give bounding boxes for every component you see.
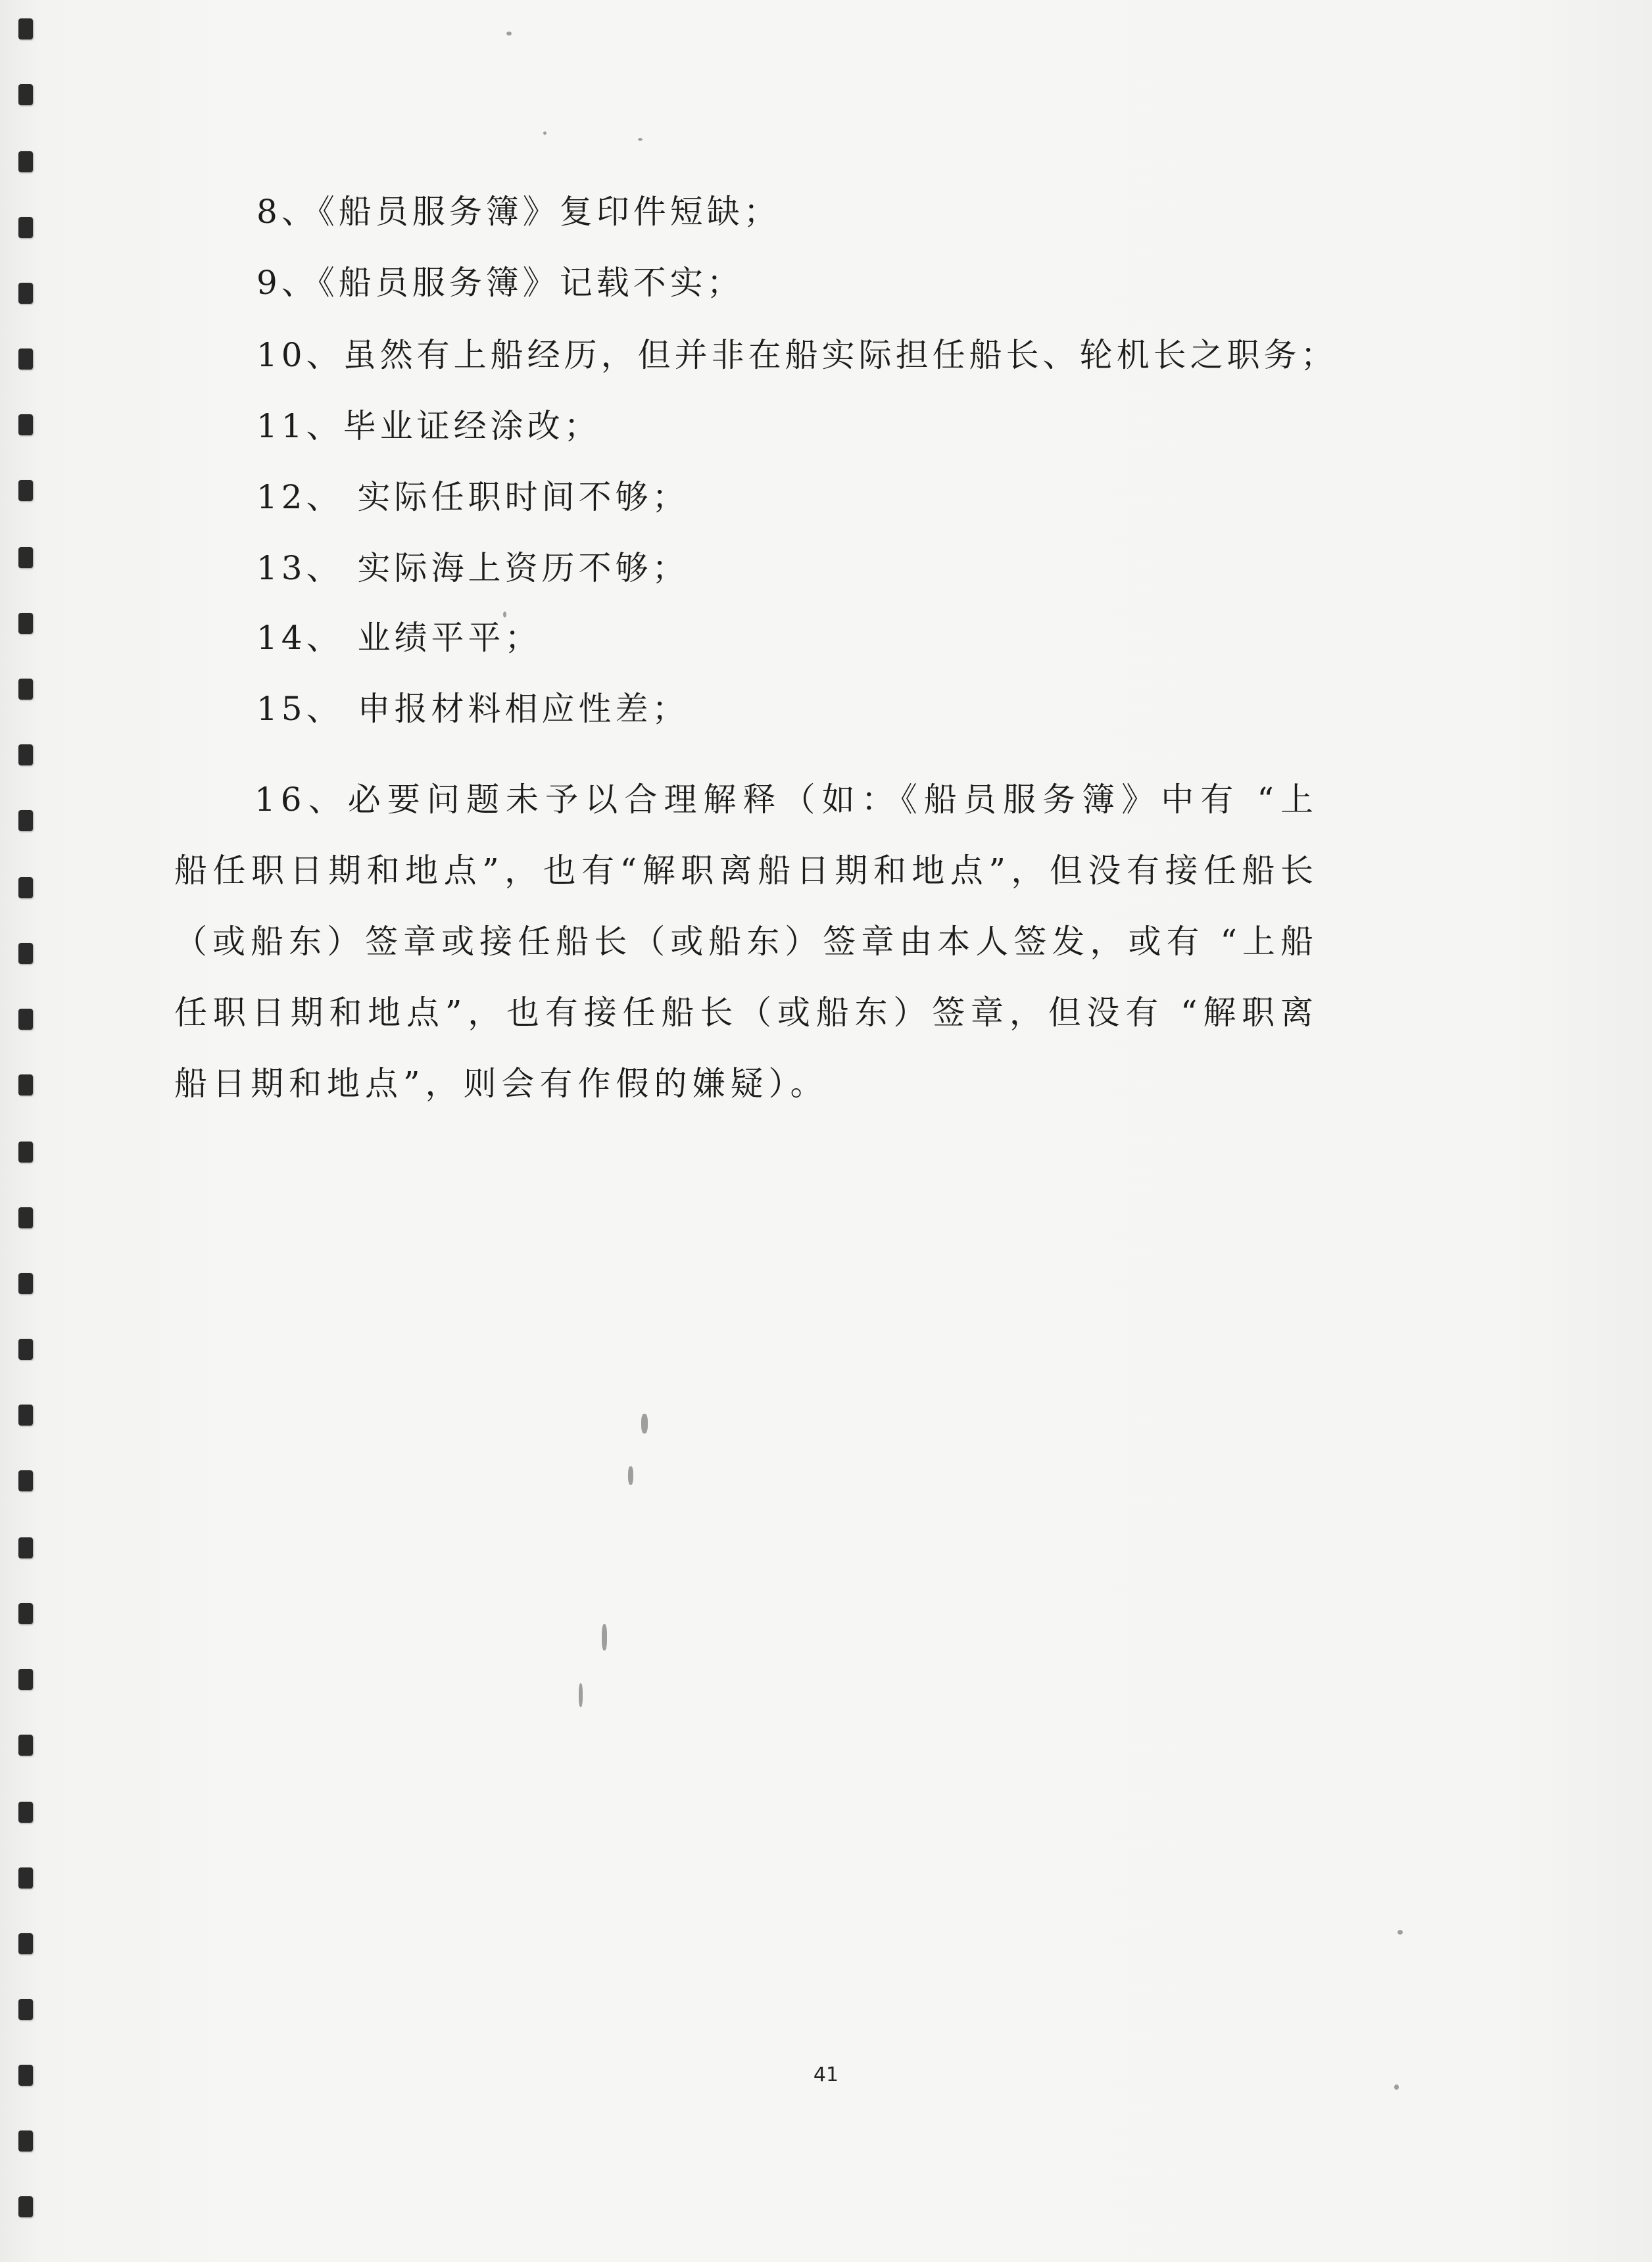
binding-hole — [18, 1273, 33, 1294]
binding-hole — [18, 1802, 33, 1823]
binding-hole — [18, 18, 33, 39]
list-item: 13、 实际海上资历不够； — [256, 549, 689, 587]
binding-hole — [18, 1933, 33, 1954]
scan-speck — [1397, 1930, 1403, 1935]
binding-hole — [18, 1537, 33, 1558]
binding-hole — [18, 480, 33, 501]
scan-speck — [1394, 2084, 1399, 2090]
scan-speck — [506, 32, 512, 36]
binding-hole — [18, 217, 33, 238]
binding-hole — [18, 1735, 33, 1756]
binding-hole — [18, 1867, 33, 1889]
scan-speck — [579, 1683, 583, 1707]
binding-hole — [18, 547, 33, 568]
list-item: 10、虽然有上船经历，但并非在船实际担任船长、轮机长之职务； — [256, 336, 1338, 374]
binding-hole — [18, 414, 33, 435]
binding-hole — [18, 283, 33, 304]
binding-hole — [18, 1207, 33, 1228]
binding-hole — [18, 2130, 33, 2152]
list-item: 11、毕业证经涂改； — [256, 407, 601, 445]
binding-hole — [18, 1405, 33, 1426]
binding-hole — [18, 810, 33, 831]
scan-speck — [628, 1466, 633, 1485]
binding-hole — [18, 1470, 33, 1491]
scan-speck — [503, 612, 506, 617]
binding-hole — [18, 1142, 33, 1163]
binding-hole — [18, 2196, 33, 2217]
binding-hole — [18, 877, 33, 898]
spiral-binding — [14, 0, 41, 2262]
list-item: 15、 申报材料相应性差； — [256, 690, 689, 728]
binding-hole — [18, 84, 33, 105]
list-item-paragraph: 16、必要问题未予以合理解释（如：《船员服务簿》中有 “上船任职日期和地点”，也有“解职离船日期和地点”，但没有接任船长（或船东）签章或接任船长（或船东）签章由本人签发，或有 “上船任职日期和地点”，也有接任船长（或船东）签章，但没有 “解职离船日期和地点”，则会有作假的嫌疑）。 — [174, 781, 1319, 1103]
binding-hole — [18, 349, 33, 370]
binding-hole — [18, 679, 33, 700]
binding-hole — [18, 1074, 33, 1095]
scan-speck — [638, 138, 643, 141]
list-item: 12、 实际任职时间不够； — [256, 478, 689, 516]
scan-speck — [602, 1624, 607, 1650]
binding-hole — [18, 1669, 33, 1690]
binding-hole — [18, 1603, 33, 1624]
page-number: 41 — [813, 2063, 839, 2086]
list-item: 9、《船员服务簿》记载不实； — [256, 264, 744, 302]
binding-hole — [18, 943, 33, 964]
binding-hole — [18, 1339, 33, 1360]
binding-hole — [18, 613, 33, 634]
scan-speck — [543, 132, 547, 135]
scan-speck — [641, 1414, 648, 1433]
list-item: 8、《船员服务簿》复印件短缺； — [256, 193, 781, 231]
binding-hole — [18, 1009, 33, 1030]
list-item: 14、 业绩平平； — [256, 619, 542, 657]
binding-hole — [18, 1999, 33, 2020]
binding-hole — [18, 151, 33, 172]
binding-hole — [18, 744, 33, 765]
